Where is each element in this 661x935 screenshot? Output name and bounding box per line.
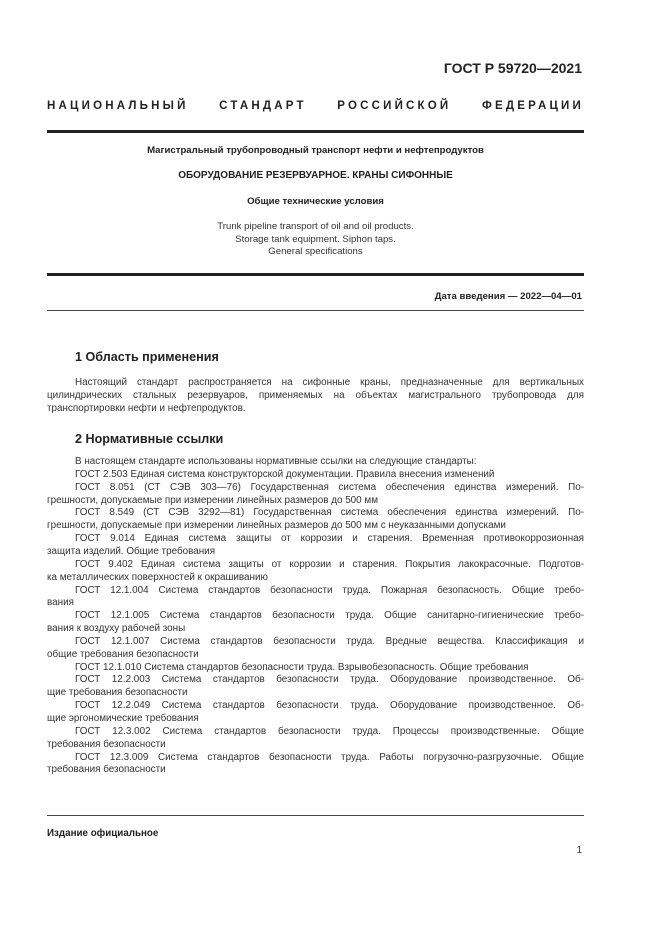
effective-date: Дата введения — 2022—04—01 (434, 291, 582, 302)
reference-line: щие требования безопасности (47, 687, 188, 699)
reference-line: ГОСТ 8.051 (СТ СЭВ 303—76) Государственная система обеспечения единства измерений. По- (75, 481, 584, 493)
document-code: ГОСТ Р 59720—2021 (443, 60, 582, 76)
title-en-line: Storage tank equipment. Siphon taps. (235, 233, 396, 245)
title-ru-sub: ОБОРУДОВАНИЕ РЕЗЕРВУАРНОЕ. КРАНЫ СИФОННЫЕ (178, 170, 453, 181)
reference-line: щие эргономические требования (47, 713, 199, 724)
title-ru-main: Магистральный трубопроводный транспорт нефти и нефтепродуктов (147, 145, 484, 156)
title-en-line: Trunk pipeline transport of oil and oil products. (217, 221, 414, 232)
official-edition-label: Издание официальное (47, 828, 159, 839)
reference-line: ГОСТ 12.1.005 Система стандартов безопасности труда. Общие санитарно-гигиенические требо- (75, 610, 584, 622)
title-en-line: General specifications (268, 246, 363, 257)
section-1-heading: 1 Область применения (75, 350, 219, 364)
reference-line: ГОСТ 12.1.004 Система стандартов безопасности труда. Пожарная безопасность. Общие требо- (75, 584, 584, 596)
reference-line: требования безопасности (47, 738, 166, 750)
reference-line: ГОСТ 12.1.010 Система стандартов безопасности труда. Взрывобезопасность. Общие требования (75, 661, 529, 673)
reference-line: ГОСТ 8.549 (СТ СЭВ 3292—81) Государственная система обеспечения единства измерений. По- (75, 507, 584, 519)
section-1-line: транспортировки нефти и нефтепродуктов. (47, 402, 246, 414)
reference-line: В настоящем стандарте использованы нормативные ссылки на следующие стандарты: (75, 456, 477, 467)
section-1-line: цилиндрических стальных резервуаров, применяемых на объектах магистрального трубопровода для (47, 389, 584, 401)
title-ru-requirements: Общие технические условия (247, 196, 384, 207)
reference-line: грешности, допускаемые при измерении линейных размеров до 500 мм (47, 494, 378, 506)
reference-line: вания (47, 597, 74, 609)
reference-line: грешности, допускаемые при измерении линейных размеров до 500 мм с неуказанными допусками (47, 520, 506, 532)
reference-line: общие требования безопасности (47, 648, 199, 660)
reference-line: требования безопасности (47, 764, 166, 776)
date-divider (47, 310, 584, 311)
national-standard-banner: НАЦИОНАЛЬНЫЙ СТАНДАРТ РОССИЙСКОЙ ФЕДЕРАЦИИ (47, 100, 584, 112)
reference-line: защита изделий. Общие требования (47, 545, 216, 557)
reference-line: ГОСТ 9.402 Единая система защиты от коррозии и старения. Покрытия лакокрасочные. Подготов- (75, 558, 584, 570)
reference-line: ГОСТ 9.014 Единая система защиты от коррозии и старения. Временная противокоррозионная (75, 533, 584, 545)
footer-divider (47, 815, 584, 816)
reference-line: ГОСТ 2.503 Единая система конструкторской документации. Правила внесения изменений (75, 468, 495, 480)
reference-line: ГОСТ 12.3.009 Система стандартов безопасности труда. Работы погрузочно-разгрузочные. Общие (75, 751, 584, 763)
top-divider (47, 130, 584, 133)
reference-line: ГОСТ 12.1.007 Система стандартов безопасности труда. Вредные вещества. Классификация и (75, 635, 584, 647)
title-divider (47, 273, 584, 276)
reference-line: ГОСТ 12.2.003 Система стандартов безопасности труда. Оборудование производственное. Об- (75, 674, 584, 686)
reference-line: ГОСТ 12.2.049 Система стандартов безопасности труда. Оборудование производственное. Об- (75, 700, 584, 712)
section-1-line: Настоящий стандарт распространяется на сифонные краны, предназначенные для вертикальных (75, 377, 584, 388)
reference-line: ГОСТ 12.3.002 Система стандартов безопасности труда. Процессы производственные. Общие (75, 725, 584, 737)
reference-line: ка металлических поверхностей к окрашиванию (47, 571, 268, 583)
section-2-heading: 2 Нормативные ссылки (75, 432, 224, 446)
title-en (47, 221, 584, 259)
reference-line: вания к воздуху рабочей зоны (47, 623, 186, 635)
page-number: 1 (576, 845, 582, 856)
